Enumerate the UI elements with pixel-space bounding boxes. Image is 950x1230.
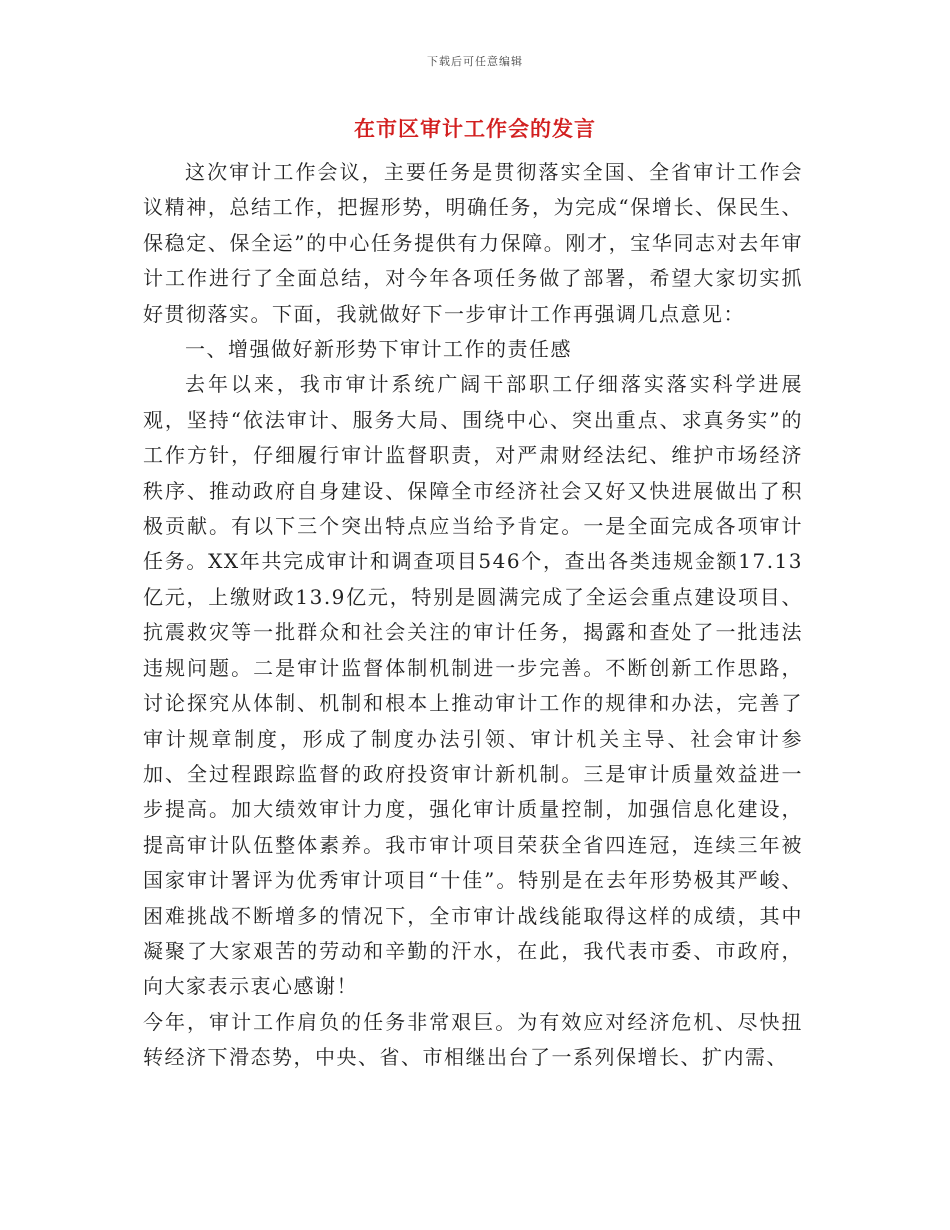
section-heading-1: 一、增强做好新形势下审计工作的责任感 [185, 337, 572, 362]
document-body [143, 155, 803, 1076]
header-note: 下载后可任意编辑 [427, 55, 523, 68]
paragraph-intro: 这次审计工作会议，主要任务是贯彻落实全国、全省审计工作会议精神，总结工作，把握形势，明确任务，为完成“保增长、保民生、保稳定、保全运”的中心任务提供有力保障。刚才，宝华同志对去年审计工作进行了全面总结，对今年各项任务做了部署，希望大家切实抓好贯彻落实。下面，我就做好下一步审计工作再强调几点意见： [143, 160, 803, 326]
paragraph-this-year: 今年，审计工作肩负的任务非常艰巨。为有效应对经济危机、尽快扭转经济下滑态势，中央、省、市相继出台了一系列保增长、扩内需、 [143, 1009, 803, 1070]
document-title: 在市区审计工作会的发言 [354, 116, 596, 141]
paragraph-achievements: 去年以来，我市审计系统广阔干部职工仔细落实落实科学进展观，坚持“依法审计、服务大局、围绕中心、突出重点、求真务实”的工作方针，仔细履行审计监督职责，对严肃财经法纪、维护市场经济秩序、推动政府自身建设、保障全市经济社会又好又快进展做出了积极贡献。有以下三个突出特点应当给予肯定。一是全面完成各项审计任务。XX年共完成审计和调查项目546个，查出各类违规金额17.13亿元，上缴财政13.9亿元，特别是圆满完成了全运会重点建设项目、抗震救灾等一批群众和社会关注的审计任务，揭露和查处了一批违法违规问题。二是审计监督体制机制进一步完善。不断创新工作思路，讨论探究从体制、机制和根本上推动审计工作的规律和办法，完善了审计规章制度，形成了制度办法引领、审计机关主导、社会审计参加、全过程跟踪监督的政府投资审计新机制。三是审计质量效益进一步提高。加大绩效审计力度，强化审计质量控制，加强信息化建设，提高审计队伍整体素养。我市审计项目荣获全省四连冠，连续三年被国家审计署评为优秀审计项目“十佳”。特别是在去年形势极其严峻、困难挑战不断增多的情况下，全市审计战线能取得这样的成绩，其中凝聚了大家艰苦的劳动和辛勤的汗水，在此，我代表市委、市政府，向大家表示衷心感谢！ [143, 372, 803, 999]
